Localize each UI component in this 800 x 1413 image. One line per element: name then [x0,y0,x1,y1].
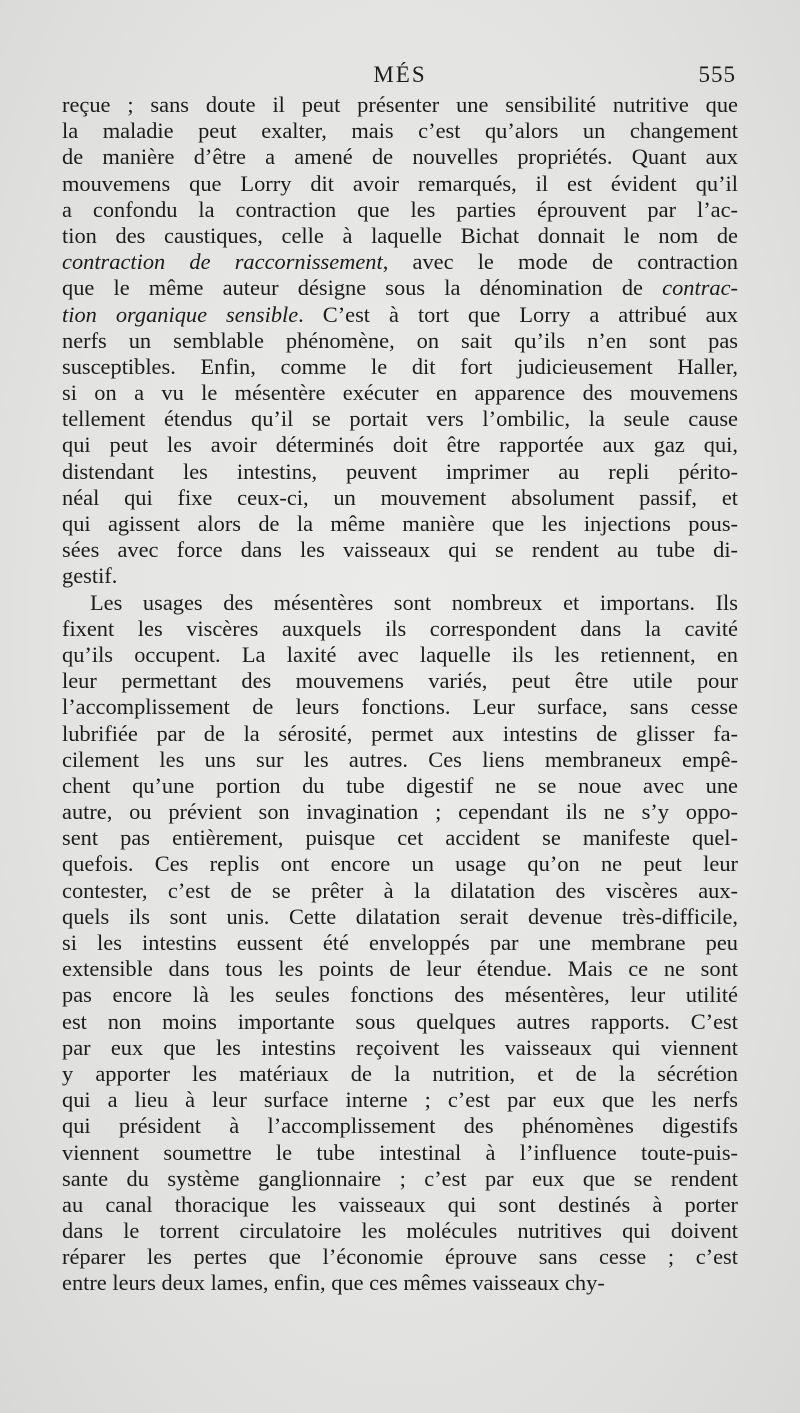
text-line [62,616,738,642]
text-line [62,721,738,747]
text-line [62,799,738,825]
text-segment: Les usages des mésentères sont nombreux et importans. Ils [90,589,738,615]
text-segment: . C’est à tort que Lorry a attribué aux [298,301,738,327]
text-segment: de manière d’être a amené de nouvelles propriétés. Quant aux [62,144,738,170]
italic-term: tion organique sensible [62,301,299,327]
text-segment: pas encore là les seules fonctions des mésentères, leur utilité [62,982,738,1008]
text-line [62,1087,738,1113]
text-line [62,956,738,982]
text-segment: distendant les intestins, peuvent imprimer au repli périto- [62,458,738,484]
text-line [62,851,738,877]
text-line [62,590,738,616]
text-line [62,485,738,511]
text-segment: qui agissent alors de la même manière que les injections pous- [62,511,738,536]
text-line [62,537,738,563]
text-line [62,747,738,773]
text-line [62,668,738,694]
text-line [62,694,738,720]
text-line [62,354,738,380]
text-segment: si on a vu le mésentère exécuter en apparence des mouvemens [62,380,738,406]
text-line [62,197,738,223]
text-line [62,982,738,1008]
text-segment: fixent les viscères auxquels ils correspondent dans la cavité [62,615,738,641]
italic-term: contraction de raccornissement [62,249,383,275]
text-segment: viennent soumettre le tube intestinal à l’influence toute-puis- [62,1139,738,1165]
text-line [62,1244,738,1270]
text-segment: chent qu’une portion du tube digestif ne se noue avec une [62,772,738,798]
text-line [62,1113,738,1139]
text-segment: tion des caustiques, celle à laquelle Bichat donnait le nom de [62,222,738,248]
text-line [62,1140,738,1166]
text-segment: lubrifiée par de la sérosité, permet aux intestins de glisser fa- [62,720,738,746]
text-segment: gestif. [62,563,118,589]
text-segment: au canal thoracique les vaisseaux qui sont destinés à porter [62,1191,738,1217]
text-line [62,223,738,249]
text-segment: qui a lieu à leur surface interne ; c’est par eux que les nerfs [62,1087,738,1113]
text-line [62,249,738,275]
text-segment: sées avec force dans les vaisseaux qui se rendent au tube di- [62,537,738,563]
text-line [62,642,738,668]
text-segment: réparer les pertes que l’économie éprouve sans cesse ; c’est [62,1244,738,1270]
text-line [62,1009,738,1035]
text-line [62,1061,738,1087]
italic-term: contrac- [662,275,738,301]
text-line [62,773,738,799]
text-segment: cilement les uns sur les autres. Ces liens membraneux empê- [62,746,738,772]
paragraph [62,92,738,590]
text-line [62,328,738,354]
text-line [62,1166,738,1192]
text-line [62,302,738,328]
text-segment: mouvemens que Lorry dit avoir remarqués, il est évident qu’il [62,170,738,196]
text-segment: que le même auteur désigne sous la dénomination de [62,275,663,301]
text-segment: est non moins importante sous quelques autres rapports. C’est [62,1008,738,1034]
text-segment: sante du système ganglionnaire ; c’est par eux que se rendent [62,1165,738,1191]
text-line [62,459,738,485]
text-line [62,380,738,406]
text-line [62,171,738,197]
text-segment: néal qui fixe ceux-ci, un mouvement absolument passif, et [62,484,738,510]
text-segment: autre, ou prévient son invagination ; cependant ils ne s’y oppo- [62,799,738,825]
text-segment: par eux que les intestins reçoivent les vaisseaux qui viennent [62,1034,738,1060]
text-line [62,825,738,851]
text-segment: contester, c’est de se prêter à la dilatation des viscères aux- [62,877,738,903]
text-segment: , avec le mode de contraction [382,249,738,275]
text-line [62,904,738,930]
text-line [62,406,738,432]
text-line [62,275,738,301]
text-line [62,432,738,458]
text-segment: quels ils sont unis. Cette dilatation serait devenue très-difficile, [62,903,738,929]
text-segment: reçue ; sans doute il peut présenter une sensibilité nutritive que [62,92,738,117]
text-segment: leur permettant des mouvemens variés, peut être utile pour [62,668,738,694]
text-line [62,930,738,956]
text-segment: qu’ils occupent. La laxité avec laquelle ils les retiennent, en [62,641,738,667]
text-segment: y apporter les matériaux de la nutrition, et de la sécrétion [62,1060,738,1086]
text-segment: la maladie peut exalter, mais c’est qu’alors un changement [62,118,738,144]
text-segment: nerfs un semblable phénomène, on sait qu’ils n’en sont pas [62,327,738,353]
text-line [62,878,738,904]
text-segment: tellement étendus qu’il se portait vers l’ombilic, la seule cause [62,406,738,432]
body-text [62,92,738,1297]
text-segment: dans le torrent circulatoire les molécules nutritives qui doivent [62,1218,738,1244]
text-line [62,118,738,144]
running-head: MÉS [373,62,427,87]
text-line [62,563,738,589]
text-segment: l’accomplissement de leurs fonctions. Leur surface, sans cesse [62,694,738,720]
text-segment: a confondu la contraction que les parties éprouvent par l’ac- [62,196,738,222]
text-line [62,1035,738,1061]
text-segment: quefois. Ces replis ont encore un usage qu’on ne peut leur [62,851,738,877]
paragraph [62,590,738,1297]
text-line [62,1218,738,1244]
text-line [62,144,738,170]
text-segment: qui peut les avoir déterminés doit être rapportée aux gaz qui, [62,432,738,458]
text-line [62,1270,738,1296]
text-line [62,1192,738,1218]
page-number: 555 [698,62,736,87]
text-line [62,511,738,537]
text-segment: extensible dans tous les points de leur étendue. Mais ce ne sont [62,956,738,982]
page-header [60,62,740,92]
text-segment: susceptibles. Enfin, comme le dit fort judicieusement Haller, [62,353,738,379]
text-line [62,92,738,118]
text-segment: si les intestins eussent été enveloppés par une membrane peu [62,930,738,955]
text-segment: entre leurs deux lames, enfin, que ces mêmes vaisseaux chy- [62,1270,605,1296]
text-segment: qui président à l’accomplissement des phénomènes digestifs [62,1113,738,1139]
text-segment: sent pas entièrement, puisque cet accident se manifeste quel- [62,825,738,851]
